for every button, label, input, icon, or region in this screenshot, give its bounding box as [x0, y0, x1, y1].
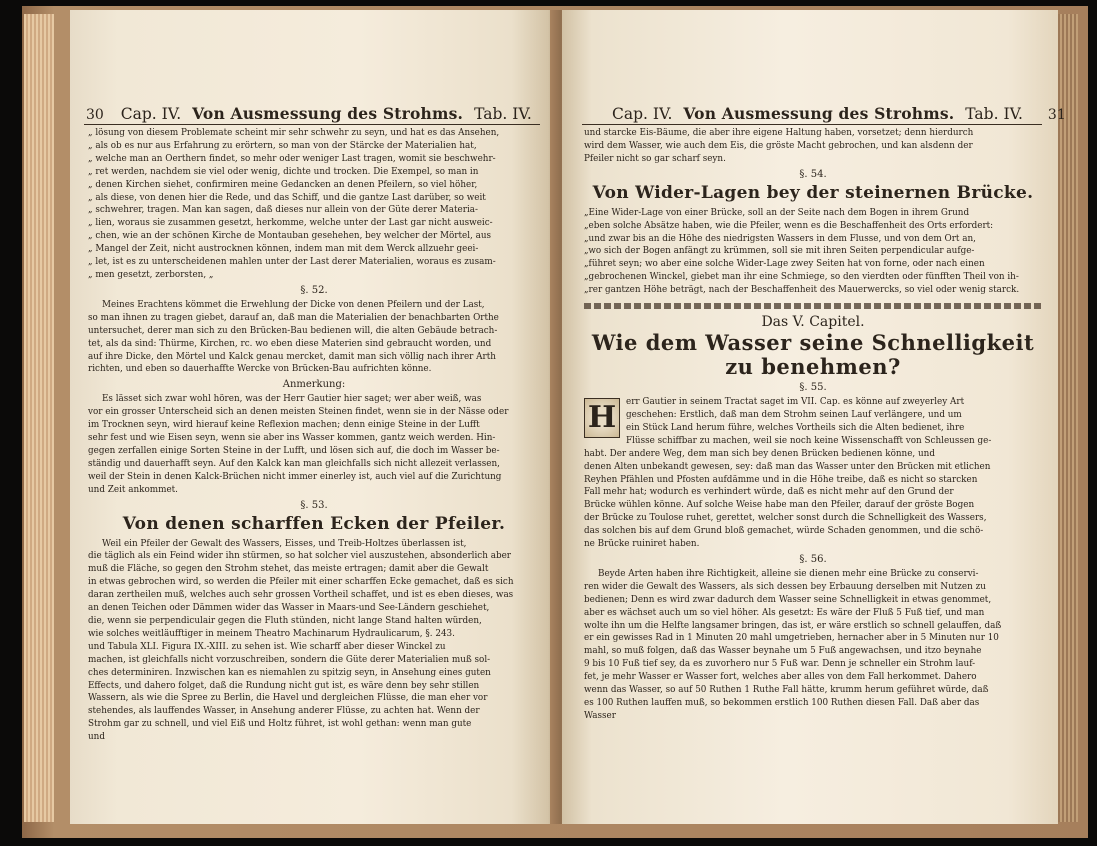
text-line: Wassern, als wie die Spree zu Berlin, die Havel und dergleichen Flüsse, die man eher vor: [88, 693, 488, 704]
text-line: Flüsse schiffbar zu machen, weil sie noch keine Wissenschafft von Schleussen ge-: [626, 435, 992, 446]
text-line: ein Stück Land herum führe, welches Vortheils sich die Alten bedienet, ihre: [626, 422, 965, 433]
ornament-rule: [584, 303, 1042, 309]
text-line: in etwas gebrochen wird, so werden die Pfeiler mit einer scharffen Ecke gemachet, daß es sich: [88, 577, 514, 588]
section-number: §. 53.: [300, 499, 328, 511]
text-line: wolte ihn um die Helfte langsamer bringen, das ist, er wäre erstlich so schnell gelauffen, daß: [584, 620, 1002, 631]
text-line: „ lösung von diesem Problemate scheint mir sehr schwehr zu seyn, und hat es das Ansehen,: [88, 128, 500, 138]
left-page-body: [88, 127, 540, 744]
header-tab: Tab. IV.: [965, 105, 1023, 123]
text-line: Brücke wühlen könne. Auf solche Weise habe man den Pfeiler, darauf der gröste Bogen: [584, 500, 975, 511]
text-line: richten, und eben so dauerhaffte Wercke von Brücken-Bau aufrichten könne.: [88, 364, 432, 375]
text-line: stehendes, als lauffendes Wasser, in Ansehung anderer Flüsse, zu achten hat. Wenn der: [88, 706, 480, 717]
text-line: „ denen Kirchen siehet, confirmiren meine Gedancken an denen Pfeilern, so viel höher,: [88, 179, 478, 190]
text-line: sehr fest und wie Eisen seyn, wenn sie aber ins Wasser kommen, gantz weich werden. Hin-: [88, 433, 496, 444]
right-page-body: [584, 127, 1042, 723]
page-number: 30: [86, 107, 104, 123]
text-line: machen, ist gleichfalls nicht vorzuschreiben, sondern die Güte derer Materialien muß sol-: [88, 654, 491, 665]
section-title: Von Wider-Lagen bey der steinernen Brücke.: [592, 182, 1034, 203]
section-55-body: [584, 396, 1042, 551]
text-line: „ Mangel der Zeit, nicht austrocknen können, indem man mit dem Werck allzuehr geei-: [88, 244, 479, 255]
text-line: Beyde Arten haben ihre Richtigkeit, alleine sie dienen mehr eine Brücke zu conservi-: [598, 568, 979, 579]
text-line: Pfeiler nicht so gar scharf seyn.: [584, 153, 726, 164]
text-line: ren wider die Gewalt des Wassers, als sich dessen bey Erbauung derselben mit Nutzen zu: [584, 581, 986, 592]
text-line: weil der Stein in denen Kalck-Brüchen nicht immer einerley ist, auch viel auf die Zurichtung: [88, 471, 502, 482]
text-line: „ schwehrer, tragen. Man kan sagen, daß dieses nur allein von der Güte derer Materia-: [88, 205, 478, 216]
text-line: untersuchet, derer man sich zu den Brücken-Bau bedienen will, die alten Gebäude betrach-: [88, 325, 498, 336]
text-line: Weil ein Pfeiler der Gewalt des Wassers, Eisses, und Treib-Holtzes überlassen ist,: [102, 538, 467, 549]
catchword: Wasser: [584, 710, 616, 721]
left-page: [70, 10, 550, 824]
chapter-label: Das V. Capitel.: [761, 314, 865, 331]
text-line: „ welche man an Oerthern findet, so mehr oder weniger Last tragen, womit sie beschwehr-: [88, 153, 496, 164]
text-line: tet, als da sind: Thürme, Kirchen, rc. wo eben diese Materien sind gebraucht worden, und: [88, 338, 492, 349]
text-line: Reyhen Pfählen und Pfosten aufdämme und in die Höhe treibe, daß es nicht so starcken: [584, 474, 978, 485]
text-line: ne Brücke ruiniret haben.: [584, 539, 700, 550]
section-number: §. 54.: [799, 168, 827, 180]
text-line: mahl, so muß folgen, daß das Wasser beynahe um 5 Fuß angewachsen, und itzo beynahe: [584, 646, 982, 657]
text-line: habt. Der andere Weg, dem man sich bey denen Brücken bedienen könne, und: [584, 448, 935, 459]
text-line: das solchen bis auf dem Grund bloß gemachet, würde Schaden genommen, und die schö-: [584, 526, 984, 537]
text-line: Strohm gar zu schnell, und viel Eiß und Holtz führet, ist wohl gethan: wenn man gute: [88, 719, 472, 730]
text-line: und Tabula XLI. Figura IX.-XIII. zu sehen ist. Wie scharff aber dieser Winckel zu: [88, 641, 446, 652]
text-line: „ als diese, von denen hier die Rede, und das Schiff, und die gantze Last darüber, so weit: [88, 192, 486, 203]
text-line: Es lässet sich zwar wohl hören, was der Herr Gautier hier saget; wer aber weiß, was: [102, 394, 482, 405]
chapter-title: Wie dem Wasser seine Schnelligkeit: [591, 330, 1035, 356]
text-line: Meines Erachtens kömmet die Erwehlung der Dicke von denen Pfeilern und der Last,: [102, 299, 485, 310]
text-line: fet, je mehr Wasser er Wasser fort, welches aber alles von dem Fall herkommet. Dahero: [584, 672, 977, 683]
section-title: Von denen scharffen Ecken der Pfeiler.: [122, 513, 506, 534]
right-page: [562, 10, 1066, 824]
text-line: Fall mehr hat; wodurch es verhindert würde, daß es nicht mehr auf den Grund der: [584, 487, 954, 498]
text-line: an denen Teichen oder Dämmen wider das Wasser in Maars-und See-Ländern geschiehet,: [88, 603, 490, 614]
text-line: es 100 Ruthen lauffen muß, so bekommen erstlich 100 Ruthen diesen Fall. Daß aber das: [584, 698, 980, 708]
text-line: ches determiniren. Inzwischen kan es niemahlen zu spitzig seyn, in Ansehung eines guten: [88, 667, 491, 678]
text-line: die täglich als ein Feind wider ihn stürmen, so hat solcher viel auszustehen, absonderlich aber: [88, 551, 511, 562]
header-title: Von Ausmessung des Strohms.: [683, 104, 955, 123]
text-line: wie solches weitläufftiger in meinem Theatro Machinarum Hydraulicarum, §. 243.: [88, 628, 455, 639]
text-line: muß die Fläche, so gegen den Strohm stehet, das meiste ertragen; damit aber die Gewalt: [88, 564, 489, 575]
text-line: „und zwar bis an die Höhe des niedrigsten Wassers in dem Flusse, und von dem Ort an,: [584, 233, 976, 244]
page-number: 31: [1047, 107, 1066, 123]
text-line: und starcke Eis-Bäume, die aber ihre eigene Haltung haben, vorsetzet; denn hierdurch: [584, 128, 974, 138]
text-line: und Zeit ankommet.: [88, 484, 178, 495]
note-heading: Anmerkung:: [282, 379, 346, 391]
text-line: so man ihnen zu tragen giebet, darauf an, daß man die Materialien der benachbarten Orthe: [88, 312, 499, 323]
text-line: ständig und dauerhafft seyn. Auf den Kalck kan man gleichfalls sich nicht allezeit verlassen,: [88, 458, 500, 469]
header-rule: [582, 124, 1042, 125]
text-line: „rer gantzen Höhe beträgt, nach der Beschaffenheit des Mauerwercks, so viel oder wenig starck.: [584, 285, 1020, 296]
section-number: §. 52.: [300, 284, 328, 296]
text-line: „gebrochenen Winckel, giebet man ihr eine Schmiege, so den vierdten oder fünfften Theil von ih-: [584, 272, 1019, 283]
text-line: der Brücke zu Toulose ruhet, gerettet, welcher sonst durch die Schnelligkeit des Wassers,: [584, 513, 987, 524]
text-line: bedienen; Denn es wird zwar dadurch dem Wasser seine Schnelligkeit in etwas genommet,: [584, 594, 992, 605]
text-line: wenn das Wasser, so auf 50 Ruthen 1 Ruthe Fall hätte, krumm herum geführet würde, daß: [584, 685, 989, 696]
text-line: aber es wächset auch um so viel höher. Als gesetzt: Es wäre der Fluß 5 Fuß tief, und man: [584, 607, 985, 618]
catchword: und: [88, 732, 105, 743]
right-page-edges: [1056, 14, 1078, 822]
text-line: „Eine Wider-Lage von einer Brücke, soll an der Seite nach dem Bogen in ihrem Grund: [584, 207, 970, 218]
text-line: „wo sich der Bogen anfängt zu krümmen, soll sie mit ihren Seiten perpendicular aufge-: [584, 246, 975, 257]
text-line: „ als ob es nur aus Erfahrung zu erörtern, so man von der Stärcke der Materialien hat,: [88, 140, 477, 151]
text-line: vor ein grosser Unterscheid sich an denen meisten Steinen findet, wenn sie in der Nässe oder: [88, 407, 509, 418]
text-line: die, wenn sie perpendiculair gegen die Fluth stünden, nicht lange Stand halten würden,: [88, 616, 482, 626]
text-line: denen Alten unbekandt gewesen, sey: daß man das Wasser unter den Brücken mit etlichen: [584, 461, 991, 472]
drop-capital: H: [584, 398, 620, 438]
text-line: auf ihre Dicke, den Mörtel und Kalck genau mercket, damit man sich völlig nach ihrer Arth: [88, 351, 496, 362]
header-title: Von Ausmessung des Strohms.: [192, 104, 464, 123]
right-running-head: [612, 104, 1066, 123]
text-line: „ lien, woraus sie zusammen gesetzt, herkomme, welche unter der Last gar nicht ausweic-: [88, 218, 493, 229]
header-chapter: Cap. IV.: [612, 105, 673, 123]
text-line: Effects, und dahero folget, daß die Rundung nicht gut ist, es wäre denn bey sehr stillen: [88, 680, 480, 691]
header-rule: [84, 124, 540, 125]
text-line: er ein gewisses Rad in 1 Minuten 20 mahl umgetrieben, hernacher aber in 5 Minuten nur 10: [584, 633, 999, 644]
text-line: „eben solche Absätze haben, wie die Pfeiler, wenn es die Beschaffenheit des Orts erfordert:: [584, 220, 994, 231]
text-line: geschehen: Erstlich, daß man dem Strohm seinen Lauf verlängere, und um: [626, 409, 962, 420]
text-line: „ chen, wie an der schönen Kirche de Montauban gesehehen, bey welcher der Mörtel, aus: [88, 231, 492, 242]
header-tab: Tab. IV.: [474, 105, 532, 123]
text-line: daran zertheilen muß, welches auch sehr grossen Vortheil schaffet, und ist es eben dieses, was: [88, 590, 514, 601]
text-line: wird dem Wasser, wie auch dem Eis, die gröste Macht gebrochen, und kan alsdenn der: [584, 140, 973, 151]
left-running-head: [86, 104, 552, 123]
text-line: „ ret werden, nachdem sie viel oder wenig, dichte und trocken. Die Exempel, so man in: [88, 166, 479, 177]
text-line: err Gautier in seinem Tractat saget im VII. Cap. es könne auf zweyerley Art: [626, 397, 965, 408]
text-line: im Trocknen seyn, wird hierauf keine Reflexion machen; denn einige Steine in der Lufft: [88, 420, 480, 431]
text-line: „führet seyn; wo aber eine solche Wider-Lage zwey Seiten hat von forne, oder nach einen: [584, 259, 985, 270]
section-number: §. 56.: [799, 553, 827, 565]
text-line: gegen zerfallen einige Sorten Steine in der Lufft, und lösen sich auf, die doch im Wasser be-: [88, 445, 500, 456]
text-line: „ men gesetzt, zerborsten, „: [88, 269, 214, 280]
section-number: §. 55.: [799, 382, 827, 394]
header-chapter: Cap. IV.: [120, 105, 182, 123]
text-line: 9 bis 10 Fuß tief sey, da es zuvorhero nur 5 Fuß war. Denn je schneller ein Strohm lauf-: [584, 659, 976, 670]
chapter-title-continued: zu benehmen?: [725, 354, 901, 380]
text-line: „ let, ist es zu unterscheidenen mahlen unter der Last derer Materialien, woraus es zusam-: [88, 257, 496, 268]
left-page-edges: [24, 14, 54, 822]
